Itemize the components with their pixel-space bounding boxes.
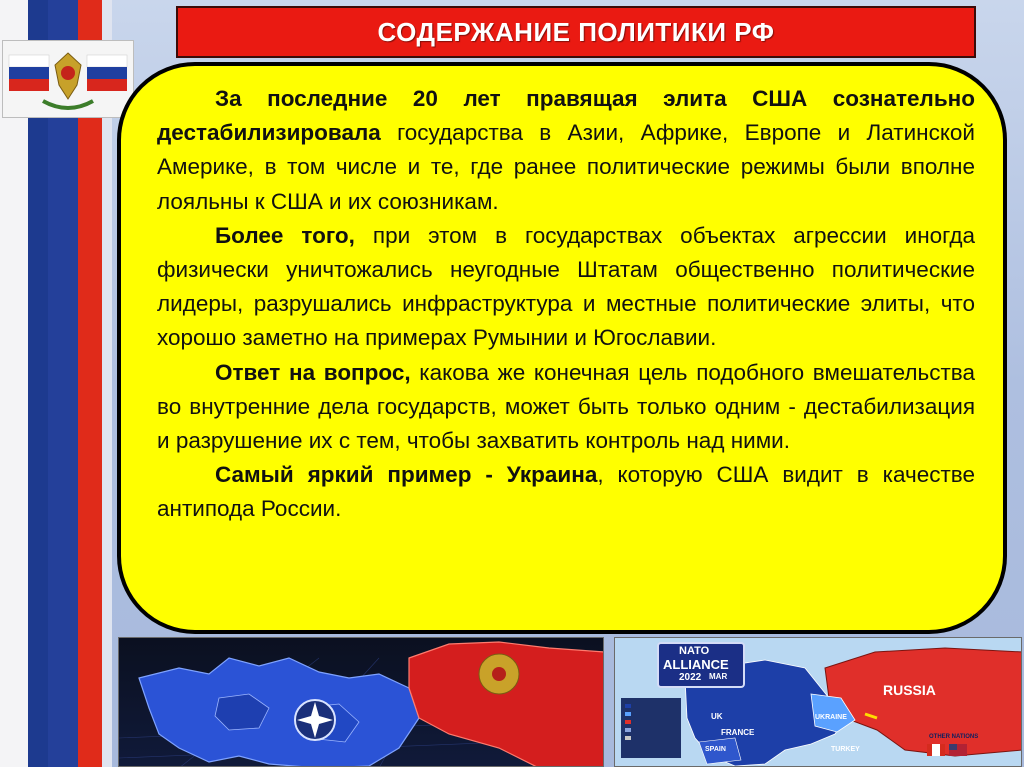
uk-label: UK	[711, 712, 723, 721]
main-text-box	[117, 62, 1007, 634]
title-banner	[176, 6, 976, 58]
badge-year: 2022	[679, 672, 702, 683]
france-label: FRANCE	[721, 728, 755, 737]
map-image-nato-russia	[118, 637, 604, 767]
paragraph-2-text: при этом в государствах объектах агрессии иногда физически уничтожались неугодные Штатам общественно политические лидеры, разрушались инфраструктура и местные политические элиты, что хорошо заметно на примерах Румынии и Югославии.	[157, 222, 976, 351]
nato-compass-icon	[295, 700, 335, 740]
paragraph-1-bold: За последние 20 лет правящая элита США сознательно дестабилизировала	[157, 86, 975, 146]
paragraph-1-text: государства в Азии, Африке, Европе и Латинской Америке, в том числе и те, где ранее политические режимы были вполне лояльны к США и их союзникам.	[157, 120, 975, 214]
russia-label: RUSSIA	[883, 682, 936, 698]
paragraph-2	[157, 219, 975, 356]
map-image-nato-alliance-2022	[614, 637, 1022, 767]
country-flags-icon	[925, 742, 1015, 762]
badge-line-1: NATO	[679, 645, 710, 657]
paragraph-4	[157, 458, 975, 526]
ukraine-label: UKRAINE	[815, 714, 847, 721]
other-nations-label: OTHER NATIONS	[929, 734, 979, 740]
turkey-label: TURKEY	[831, 746, 860, 753]
badge-month: MAR	[709, 672, 728, 681]
nato-alliance-badge	[657, 642, 745, 688]
paragraph-4-bold: Самый яркий пример - Украина	[215, 462, 598, 488]
paragraph-3	[157, 356, 975, 459]
paragraph-4-text: , которую США видит в качестве антипода России.	[157, 462, 975, 522]
paragraph-1	[157, 82, 975, 219]
spain-label: SPAIN	[705, 746, 726, 753]
paragraph-2-bold: Более того,	[215, 222, 355, 248]
paragraph-3-bold: Ответ на вопрос,	[215, 359, 411, 385]
eagle-emblem-icon	[3, 41, 133, 117]
europe-map-illustration	[119, 638, 604, 767]
badge-line-2: ALLIANCE	[663, 657, 729, 672]
emblem-flags-logo	[2, 40, 134, 118]
page-title: СОДЕРЖАНИЕ ПОЛИТИКИ РФ	[377, 16, 775, 47]
paragraph-3-text: какова же конечная цель подобного вмешательства во внутренние дела государств, может быть только одним - дестабилизация и разрушение их с тем, чтобы захватить контроль над ними.	[157, 359, 975, 454]
